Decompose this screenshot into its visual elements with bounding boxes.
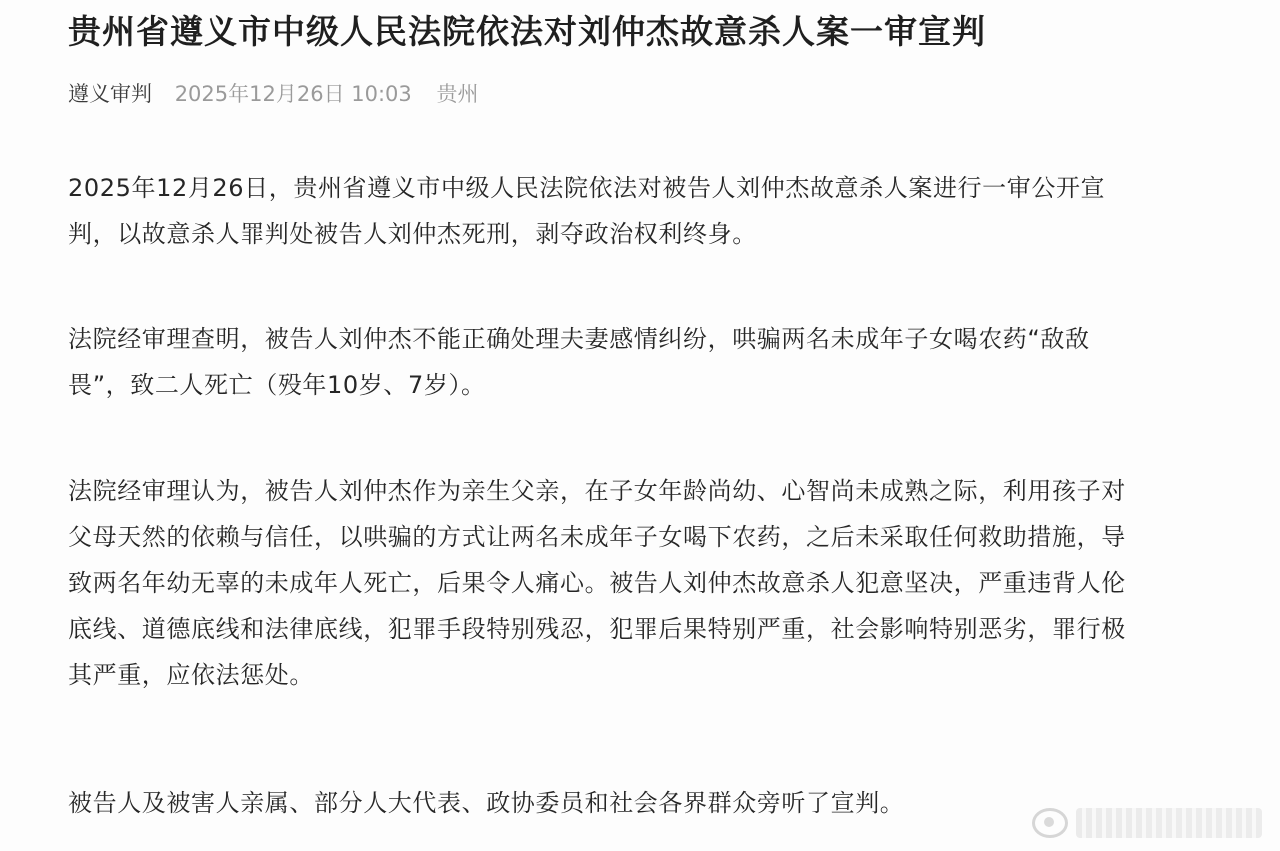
- watermark: [1032, 801, 1262, 845]
- paragraph-1: 2025年12月26日，贵州省遵义市中级人民法院依法对被告人刘仲杰故意杀人案进行一审公开宣判，以故意杀人罪判处被告人刘仲杰死刑，剥夺政治权利终身。: [68, 174, 1106, 248]
- source-link[interactable]: 遵义审判: [68, 82, 152, 106]
- paragraph-3: 法院经审理认为，被告人刘仲杰作为亲生父亲，在子女年龄尚幼、心智尚未成熟之际，利用孩子对父母天然的依赖与信任，以哄骗的方式让两名未成年子女喝下农药，之后未采取任何救助措施，导致两名年幼无辜的未成年人死亡，后果令人痛心。被告人刘仲杰故意杀人犯意坚决，严重违背人伦底线、道德底线和法律底线，犯罪手段特别残忍，犯罪后果特别严重，社会影响特别恶劣，罪行极其严重，应依法惩处。: [68, 477, 1126, 689]
- publish-location: 贵州: [436, 82, 479, 106]
- paragraph-4: 被告人及被害人亲属、部分人大代表、政协委员和社会各界群众旁听了宣判。: [68, 789, 905, 817]
- weibo-logo-icon: [1032, 808, 1068, 838]
- article-title: 贵州省遵义市中级人民法院依法对刘仲杰故意杀人案一审宣判: [68, 12, 986, 51]
- watermark-text: [1076, 808, 1262, 838]
- paragraph-2: 法院经审理查明，被告人刘仲杰不能正确处理夫妻感情纠纷，哄骗两名未成年子女喝农药“敌敌畏”，致二人死亡（殁年10岁、7岁）。: [68, 325, 1090, 399]
- article-meta: [68, 78, 478, 110]
- publish-time: 2025年12月26日 10:03: [174, 82, 412, 106]
